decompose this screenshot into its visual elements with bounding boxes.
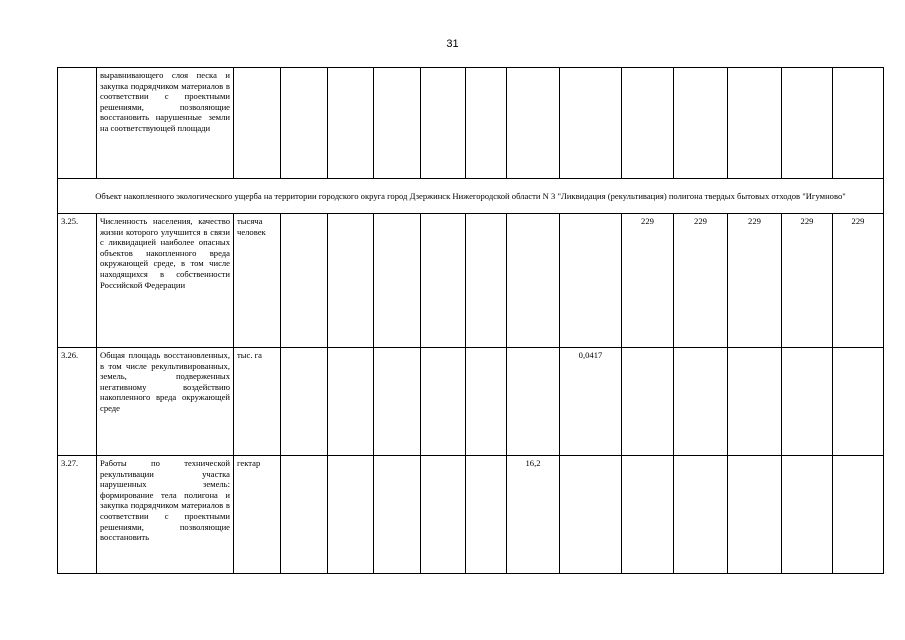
- value-cell: [622, 68, 674, 179]
- value-cell: [728, 348, 782, 456]
- unit-of-measure: тыс. га: [234, 348, 281, 456]
- value-cell: [782, 348, 833, 456]
- value-cell: [674, 68, 728, 179]
- value-cell: [328, 214, 374, 348]
- row-number: 3.25.: [58, 214, 97, 348]
- value-cell: [622, 348, 674, 456]
- value-cell: [328, 348, 374, 456]
- row-number: 3.26.: [58, 348, 97, 456]
- value-cell: [421, 456, 466, 574]
- value-cell: 229: [782, 214, 833, 348]
- value-cell: [782, 456, 833, 574]
- value-cell: [466, 214, 507, 348]
- table-row: [58, 456, 884, 574]
- value-cell: [281, 68, 328, 179]
- indicator-description: Работы по технической рекультивации участка нарушенных земель: формирование тела полигона и закупка подрядчиком материалов в соответствии с проектными решениями, позволяющие восстановить: [97, 456, 234, 574]
- value-cell: 229: [622, 214, 674, 348]
- indicator-table: [57, 67, 884, 574]
- value-cell: [466, 348, 507, 456]
- value-cell: [560, 456, 622, 574]
- value-cell: [281, 456, 328, 574]
- value-cell: [281, 214, 328, 348]
- value-cell: [507, 348, 560, 456]
- value-cell: 0,0417: [560, 348, 622, 456]
- value-cell: [560, 68, 622, 179]
- value-cell: [466, 456, 507, 574]
- value-cell: [622, 456, 674, 574]
- value-cell: [560, 214, 622, 348]
- value-cell: [421, 214, 466, 348]
- value-cell: [374, 348, 421, 456]
- value-cell: [374, 214, 421, 348]
- value-cell: [507, 68, 560, 179]
- value-cell: [674, 456, 728, 574]
- page-number: 31: [446, 38, 459, 50]
- value-cell: [421, 348, 466, 456]
- unit-of-measure: гектар: [234, 456, 281, 574]
- table-row: [58, 68, 884, 179]
- table-row: [58, 214, 884, 348]
- indicator-description: Численность населения, качество жизни которого улучшится в связи с ликвидацией наиболее опасных объектов накопленного вреда окружающей среде, в том числе находящихся в собственности Российской Федерации: [97, 214, 234, 348]
- value-cell: [281, 348, 328, 456]
- value-cell: [833, 456, 884, 574]
- value-cell: [466, 68, 507, 179]
- indicator-description: Общая площадь восстановленных, в том числе рекультивированных, земель, подверженных негативному воздействию накопленного вреда окружающей среде: [97, 348, 234, 456]
- value-cell: [421, 68, 466, 179]
- value-cell: 16,2: [507, 456, 560, 574]
- value-cell: [674, 348, 728, 456]
- value-cell: [728, 456, 782, 574]
- object-heading-row: [58, 179, 884, 214]
- unit-of-measure: [234, 68, 281, 179]
- value-cell: [507, 214, 560, 348]
- value-cell: [782, 68, 833, 179]
- value-cell: 229: [674, 214, 728, 348]
- value-cell: [328, 68, 374, 179]
- value-cell: 229: [728, 214, 782, 348]
- value-cell: [728, 68, 782, 179]
- value-cell: [328, 456, 374, 574]
- object-heading: Объект накопленного экологического ущерба на территории городского округа город Дзержинск Нижегородской области N 3 "Ликвидация (рекультивация) полигона твердых бытовых отходов "Игумново": [58, 179, 884, 214]
- value-cell: [833, 68, 884, 179]
- value-cell: [374, 68, 421, 179]
- unit-of-measure: тысяча человек: [234, 214, 281, 348]
- value-cell: 229: [833, 214, 884, 348]
- table-row: [58, 348, 884, 456]
- indicator-description: выравнивающего слоя песка и закупка подрядчиком материалов в соответствии с проектными решениями, позволяющие восстановить нарушенные земли на соответствующей площади: [97, 68, 234, 179]
- row-number: [58, 68, 97, 179]
- value-cell: [833, 348, 884, 456]
- row-number: 3.27.: [58, 456, 97, 574]
- value-cell: [374, 456, 421, 574]
